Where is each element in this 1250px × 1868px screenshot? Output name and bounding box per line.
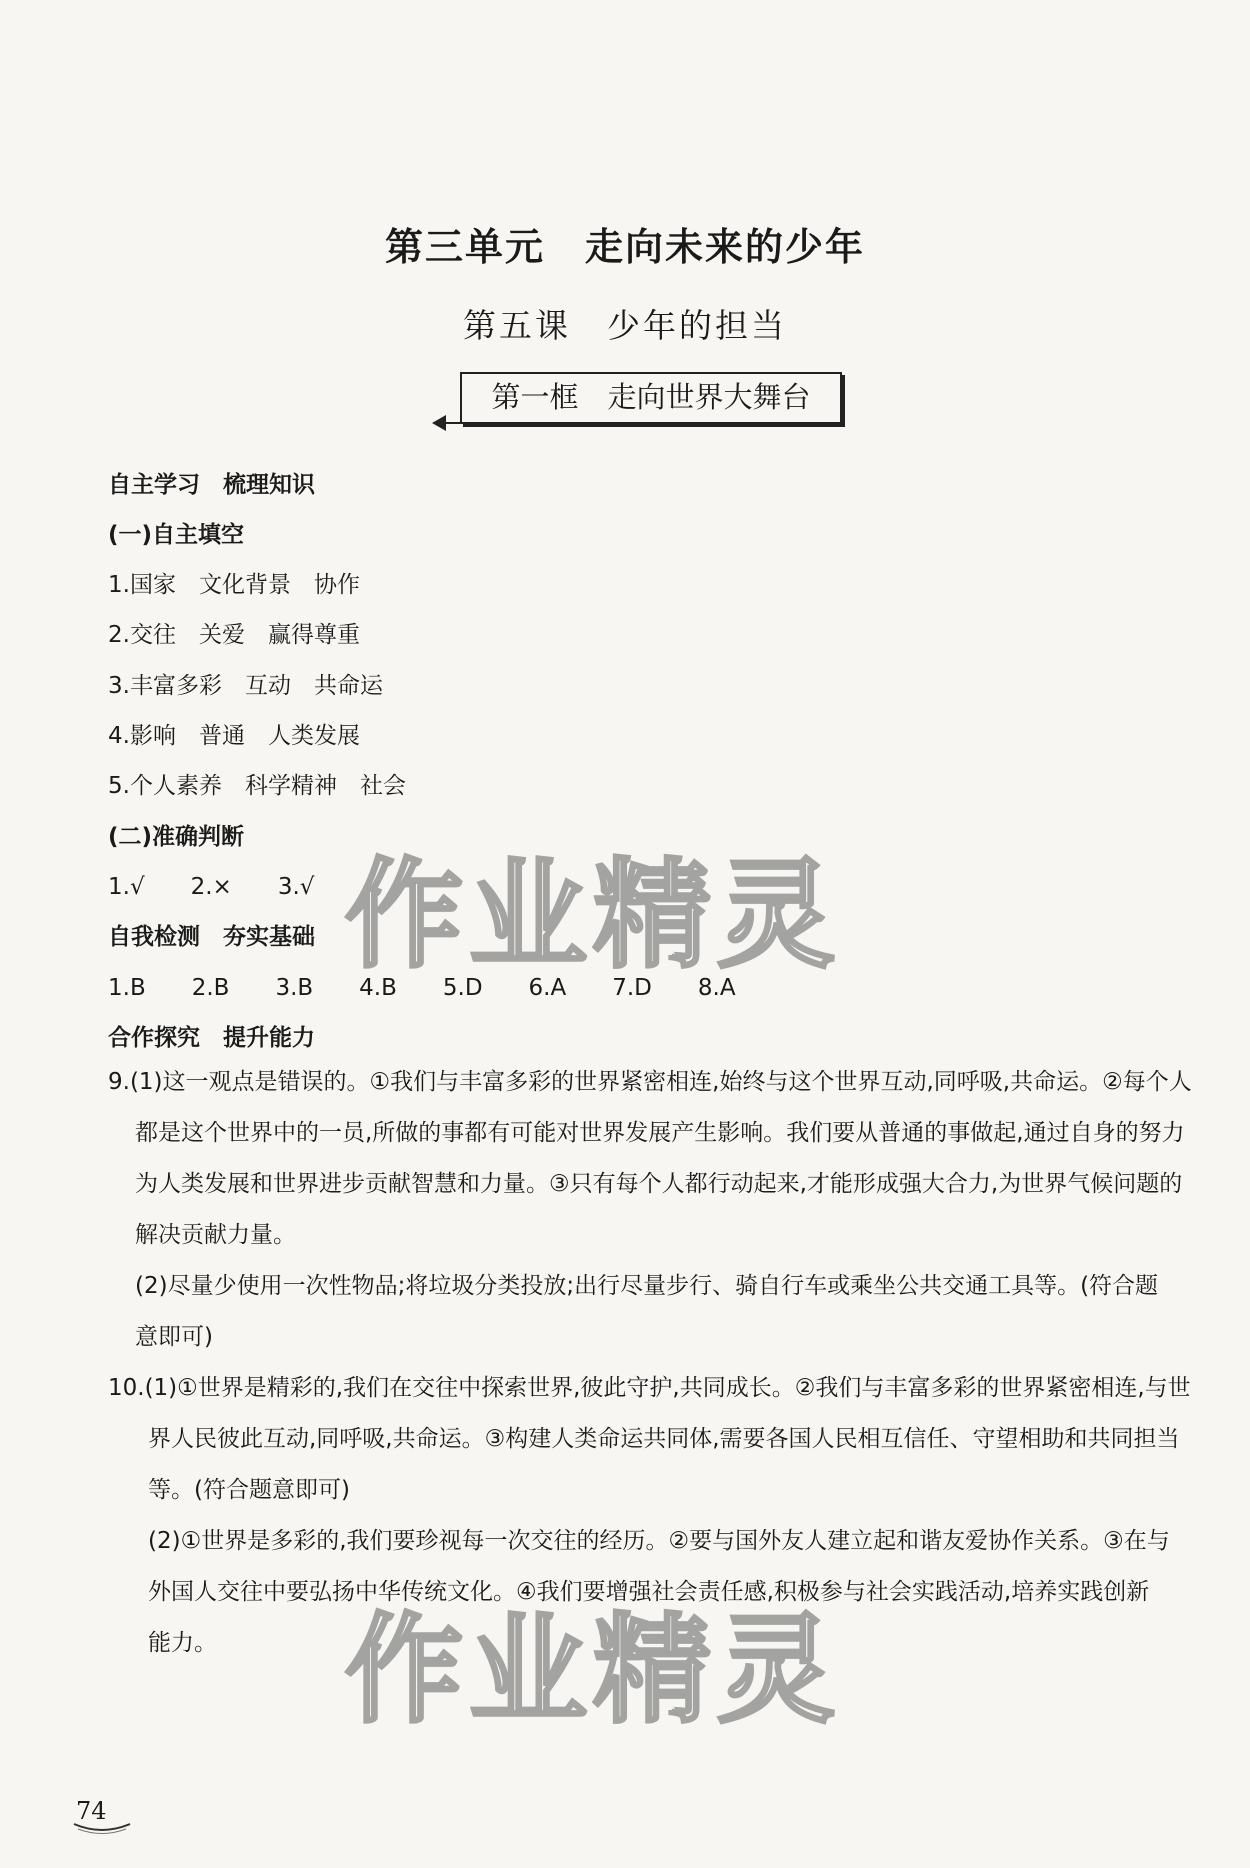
q9-part2: (2)尽量少使用一次性物品;将垃圾分类投放;出行尽量步行、骑自行车或乘坐公共交通工具等。(符合题意即可): [135, 1273, 1159, 1350]
unit-title: 第三单元 走向未来的少年: [384, 225, 865, 269]
choice-answers: 1.B 2.B 3.B 4.B 5.D 6.A 7.D 8.A: [108, 975, 736, 1001]
frame-title: [430, 372, 840, 430]
section-heading-self-study: 自主学习 梳理知识: [108, 472, 315, 498]
judge-answers: 1.√ 2.× 3.√: [108, 874, 315, 900]
fill-item: 1.国家 文化背景 协作: [108, 572, 360, 598]
fill-item: 3.丰富多彩 互动 共命运: [108, 673, 383, 699]
q10-part2: (2)①世界是多彩的,我们要珍视每一次交往的经历。②要与国外友人建立起和谐友爱协作关系。③在与外国人交往中要弘扬中华传统文化。④我们要增强社会责任感,积极参与社会实践活动,培养实践创新能力。: [148, 1528, 1170, 1656]
page-number-decoration: [72, 1820, 132, 1836]
page-number: 74: [76, 1797, 107, 1825]
fill-item: 2.交往 关爱 赢得尊重: [108, 622, 360, 648]
section-heading-self-check: 自我检测 夯实基础: [108, 924, 315, 950]
q9-part1: 9.(1)这一观点是错误的。①我们与丰富多彩的世界紧密相连,始终与这个世界互动,同呼吸,共命运。②每个人都是这个世界中的一员,所做的事都有可能对世界发展产生影响。我们要从普通的事做起,通过自身的努力为人类发展和世界进步贡献智慧和力量。③只有每个人都行动起来,才能形成强大合力,为世界气候问题的解决贡献力量。: [108, 1069, 1192, 1248]
watermark: 作业精灵: [345, 846, 842, 984]
frame-title-box: 第一框 走向世界大舞台: [460, 372, 842, 424]
lesson-title: 第五课 少年的担当: [463, 306, 787, 345]
fill-item: 4.影响 普通 人类发展: [108, 723, 360, 749]
section-heading-cooperate: 合作探究 提升能力: [108, 1025, 315, 1051]
section-heading-judge: (二)准确判断: [108, 824, 245, 850]
section-heading-fill: (一)自主填空: [108, 522, 245, 548]
q10-part1: 10.(1)①世界是精彩的,我们在交往中探索世界,彼此守护,共同成长。②我们与丰富多彩的世界紧密相连,与世界人民彼此互动,同呼吸,共命运。③构建人类命运共同体,需要各国人民相互信任、守望相助和共同担当等。(符合题意即可): [108, 1375, 1191, 1503]
watermark: 作业精灵: [345, 1601, 842, 1739]
fill-item: 5.个人素养 科学精神 社会: [108, 773, 406, 799]
